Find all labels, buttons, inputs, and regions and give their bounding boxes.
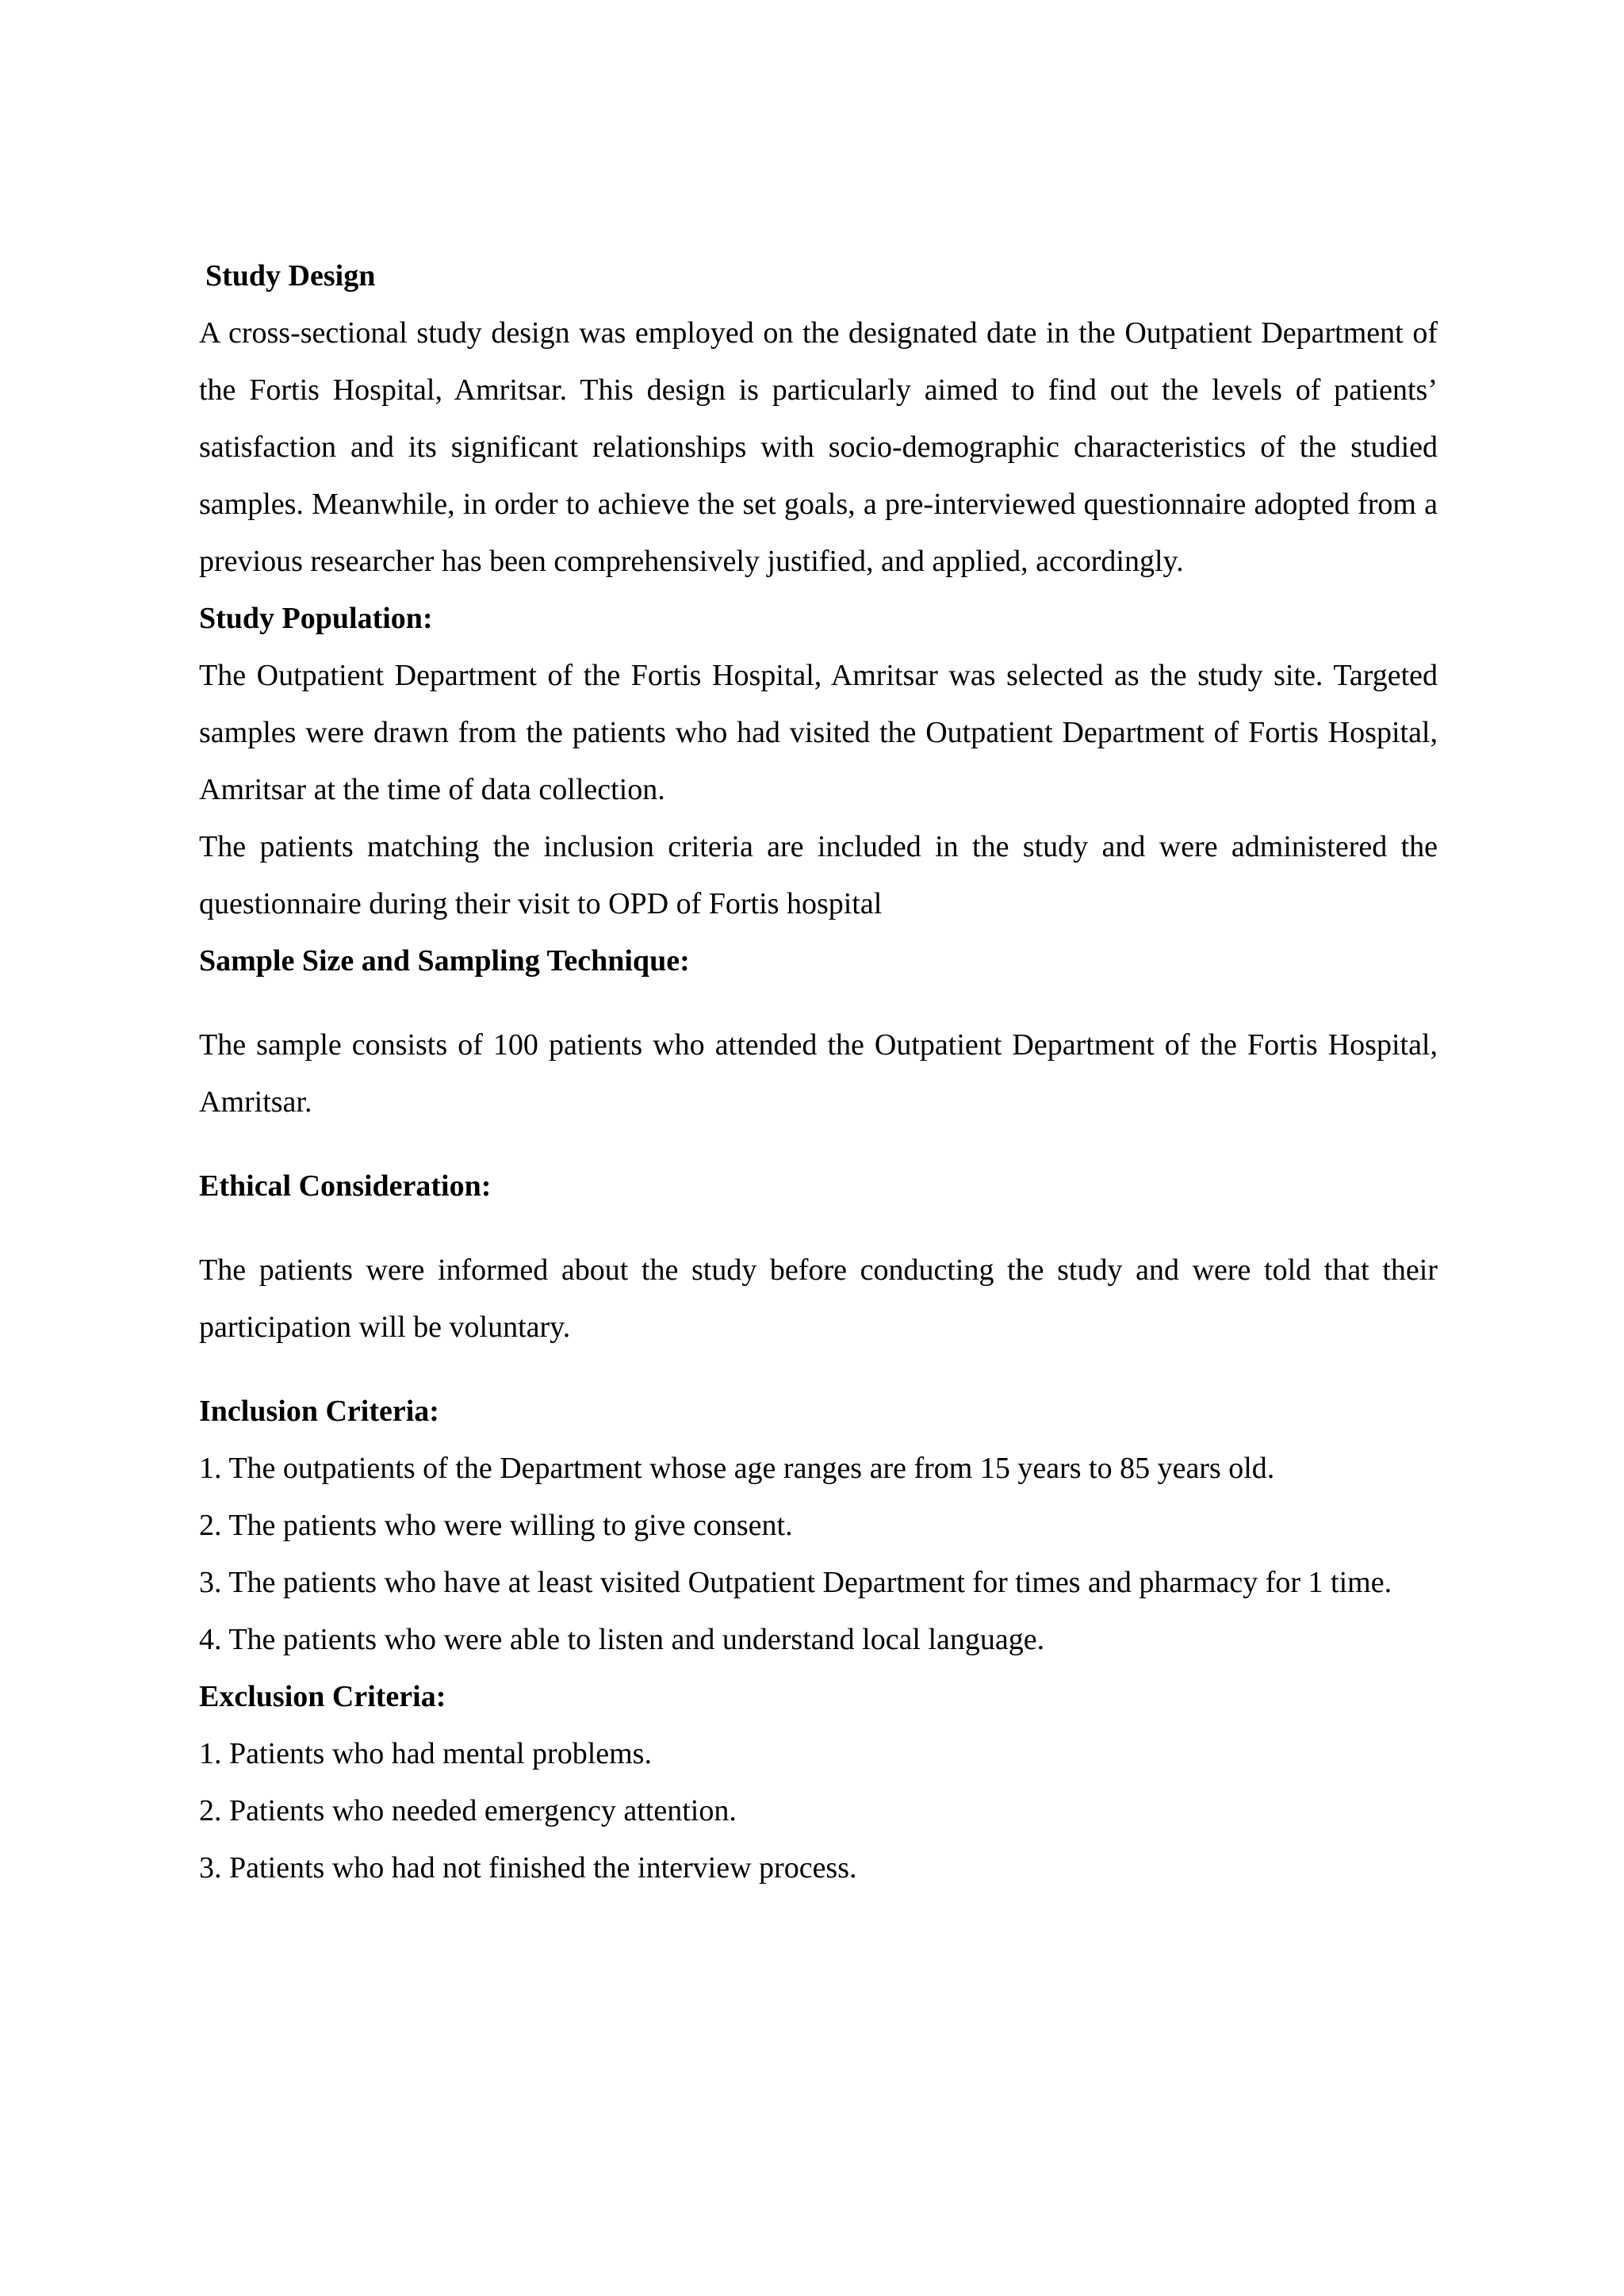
study-population-body-1: The Outpatient Department of the Fortis Hospital, Amritsar was selected as the study site. Targeted samples were drawn from the patients who had visited the Outpatient Department of Fortis Hospital, Amritsar at the time of data collection. (199, 659, 1438, 806)
ethical-consideration-body: The patients were informed about the study before conducting the study and were told that their participation will be voluntary. (199, 1253, 1438, 1344)
ethical-consideration-heading: Ethical Consideration: (199, 1169, 492, 1203)
exclusion-criteria-heading: Exclusion Criteria: (199, 1680, 446, 1713)
sample-size-heading: Sample Size and Sampling Technique: (199, 944, 690, 978)
inclusion-item: 3. The patients who have at least visited Outpatient Department for times and pharmacy for 1 time. (199, 1566, 1392, 1599)
study-design-heading: Study Design (205, 259, 376, 293)
sample-size-body: The sample consists of 100 patients who attended the Outpatient Department of the Fortis Hospital, Amritsar. (199, 1028, 1438, 1119)
inclusion-item: 4. The patients who were able to listen and understand local language. (199, 1623, 1045, 1656)
spacer (199, 989, 1438, 1016)
exclusion-item: 3. Patients who had not finished the interview process. (199, 1851, 857, 1885)
study-population-heading: Study Population: (199, 602, 433, 635)
spacer (199, 1215, 1438, 1242)
document-page (199, 247, 1438, 1896)
inclusion-criteria-heading: Inclusion Criteria: (199, 1395, 439, 1428)
exclusion-item: 1. Patients who had mental problems. (199, 1737, 652, 1770)
study-population-body-2: The patients matching the inclusion criteria are included in the study and were administered the questionnaire during their visit to OPD of Fortis hospital (199, 830, 1438, 920)
exclusion-item: 2. Patients who needed emergency attention. (199, 1794, 737, 1827)
study-design-body: A cross-sectional study design was employed on the designated date in the Outpatient Department of the Fortis Hospital, Amritsar. This design is particularly aimed to find out the levels of patients’ satisfaction and its significant relationships with socio-demographic characteristics of the studied samples. Meanwhile, in order to achieve the set goals, a pre-interviewed questionnaire adopted from a previous researcher has been comprehensively justified, and applied, accordingly. (199, 316, 1438, 578)
inclusion-item: 2. The patients who were willing to give consent. (199, 1509, 793, 1542)
spacer (199, 1131, 1438, 1158)
spacer (199, 1356, 1438, 1383)
inclusion-item: 1. The outpatients of the Department whose age ranges are from 15 years to 85 years old. (199, 1452, 1275, 1485)
